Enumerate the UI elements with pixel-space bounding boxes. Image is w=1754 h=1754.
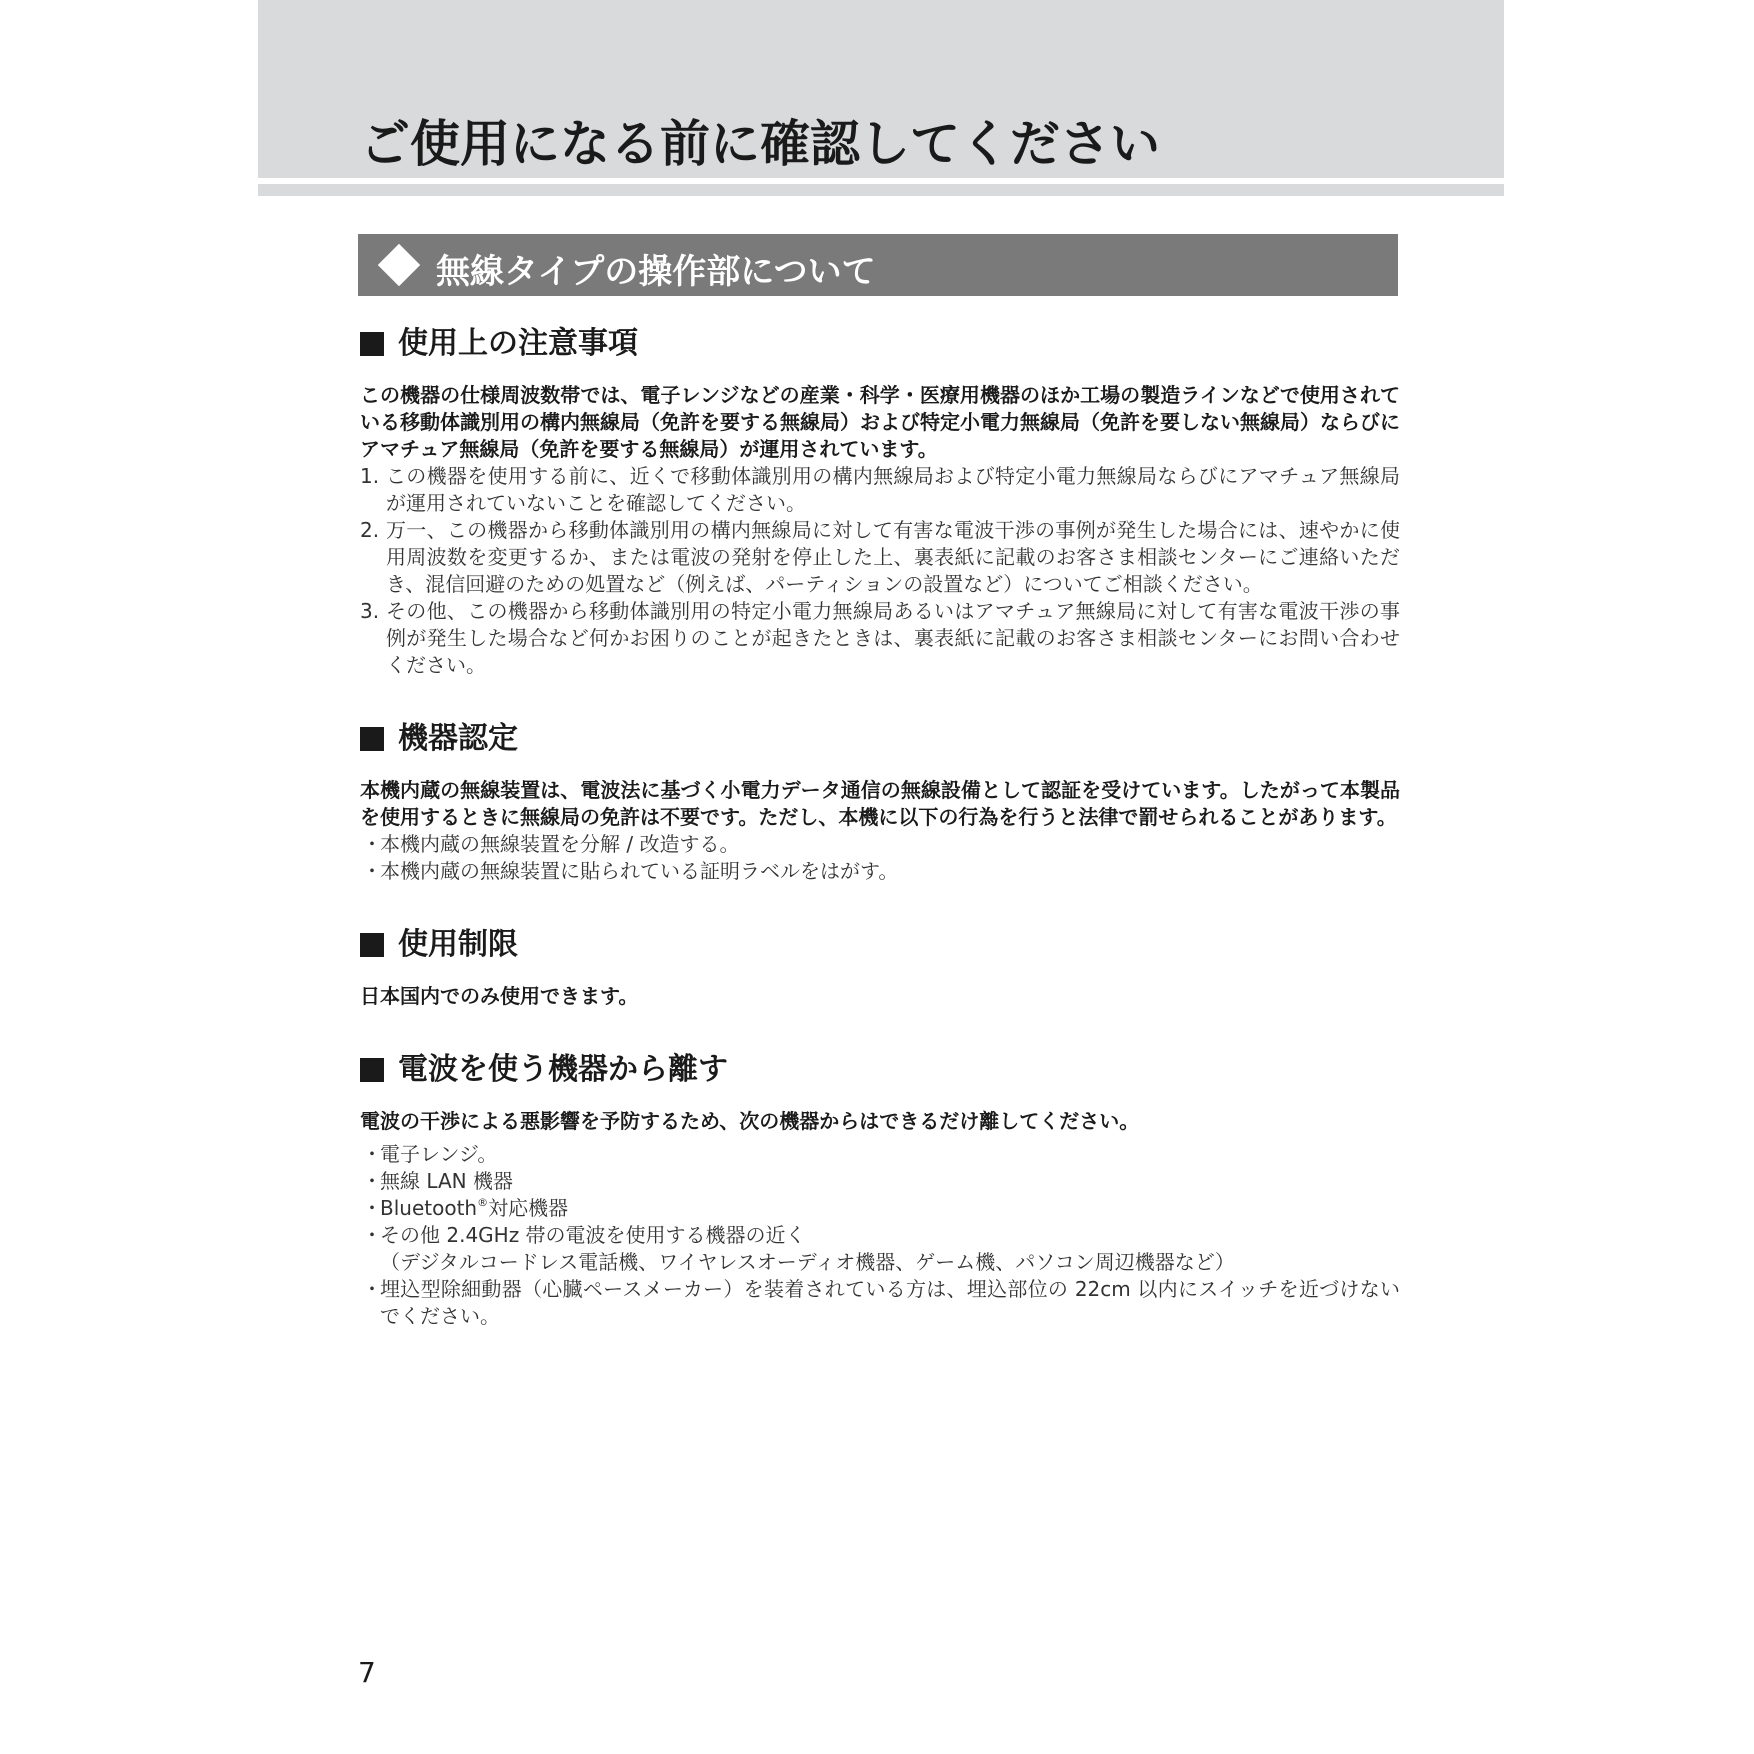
page-title: ご使用になる前に確認してください (360, 115, 1160, 173)
certification-heading (360, 715, 1400, 763)
distance-list (360, 1141, 1400, 1330)
item-number: 1. (360, 464, 380, 488)
list-item (360, 463, 1400, 517)
content (360, 320, 1400, 1330)
restriction-heading-text: 使用制限 (398, 927, 518, 962)
section-title: 無線タイプの操作部について (436, 252, 876, 292)
item-text: この機器を使用する前に、近くで移動体識別用の構内無線局および特定小電力無線局ならびにアマチュア無線局が運用されていないことを確認してください。 (386, 464, 1400, 515)
item-text: Bluetooth (380, 1196, 478, 1220)
list-item (360, 858, 1400, 885)
certification-heading-text: 機器認定 (398, 721, 518, 756)
list-item (360, 1168, 1400, 1195)
distance-lead: 電波の干渉による悪影響を予防するため、次の機器からはできるだけ離してください。 (360, 1109, 1140, 1133)
item-text: 埋込型除細動器（心臓ペースメーカー）を装着されている方は、埋込部位の 22cm 以内にスイッチを近づけないでください。 (380, 1277, 1400, 1328)
header-rule (258, 184, 1504, 196)
list-item (360, 517, 1400, 598)
bullet: ・ (362, 1223, 382, 1247)
item-number: 2. (360, 518, 380, 542)
item-text-suffix: 対応機器 (488, 1196, 569, 1220)
usage-notes-lead: この機器の仕様周波数帯では、電子レンジなどの産業・科学・医療用機器のほか工場の製造ラインなどで使用されている移動体識別用の構内無線局（免許を要する無線局）および特定小電力無線局（免許を要しない無線局）ならびにアマチュア無線局（免許を要する無線局）が運用されています。 (360, 383, 1400, 461)
bullet: ・ (362, 1196, 382, 1220)
item-examples: （デジタルコードレス電話機、ワイヤレスオーディオ機器、ゲーム機、パソコン周辺機器など） (380, 1250, 1235, 1274)
bullet: ・ (362, 1277, 382, 1301)
list-item (360, 1141, 1400, 1168)
section-bar (358, 234, 1398, 296)
item-text: 電子レンジ。 (380, 1142, 498, 1166)
item-text: その他、この機器から移動体識別用の特定小電力無線局あるいはアマチュア無線局に対して有害な電波干渉の事例が発生した場合など何かお困りのことが起きたときは、裏表紙に記載のお客さま相談センターにお問い合わせください。 (386, 599, 1400, 677)
list-item (360, 1195, 1400, 1222)
distance-section (360, 1046, 1400, 1330)
certification-list (360, 831, 1400, 885)
certification-lead: 本機内蔵の無線装置は、電波法に基づく小電力データ通信の無線設備として認証を受けています。したがって本製品を使用するときに無線局の免許は不要です。ただし、本機に以下の行為を行うと法律で罰せられることがあります。 (360, 778, 1400, 829)
page-number: 7 (358, 1656, 376, 1689)
diamond-icon (378, 244, 420, 286)
restriction-section (360, 921, 1400, 1010)
list-item (360, 1222, 1400, 1276)
square-bullet-icon (360, 1058, 384, 1082)
bullet: ・ (362, 832, 382, 856)
bullet: ・ (362, 859, 382, 883)
item-text: 本機内蔵の無線装置を分解 / 改造する。 (380, 832, 740, 856)
restriction-lead: 日本国内でのみ使用できます。 (360, 984, 639, 1008)
item-text: その他 2.4GHz 帯の電波を使用する機器の近く (380, 1223, 806, 1247)
list-item (360, 598, 1400, 679)
bullet: ・ (362, 1169, 382, 1193)
square-bullet-icon (360, 332, 384, 356)
item-number: 3. (360, 599, 380, 623)
certification-section (360, 715, 1400, 885)
square-bullet-icon (360, 933, 384, 957)
usage-notes-heading-text: 使用上の注意事項 (398, 326, 638, 361)
item-text: 万一、この機器から移動体識別用の構内無線局に対して有害な電波干渉の事例が発生した場合には、速やかに使用周波数を変更するか、または電波の発射を停止した上、裏表紙に記載のお客さま相談センターにご連絡いただき、混信回避のための処置など（例えば、パーティションの設置など）についてご相談ください。 (386, 518, 1400, 596)
item-text: 無線 LAN 機器 (380, 1169, 513, 1193)
distance-heading (360, 1046, 1400, 1094)
list-item (360, 1276, 1400, 1330)
distance-heading-text: 電波を使う機器から離す (398, 1052, 728, 1087)
square-bullet-icon (360, 727, 384, 751)
bullet: ・ (362, 1142, 382, 1166)
item-text: 本機内蔵の無線装置に貼られている証明ラベルをはがす。 (380, 859, 899, 883)
usage-notes-heading (360, 320, 1400, 368)
list-item (360, 831, 1400, 858)
usage-notes-section (360, 320, 1400, 679)
restriction-heading (360, 921, 1400, 969)
registered-mark: ® (477, 1196, 489, 1209)
usage-notes-list (360, 463, 1400, 679)
